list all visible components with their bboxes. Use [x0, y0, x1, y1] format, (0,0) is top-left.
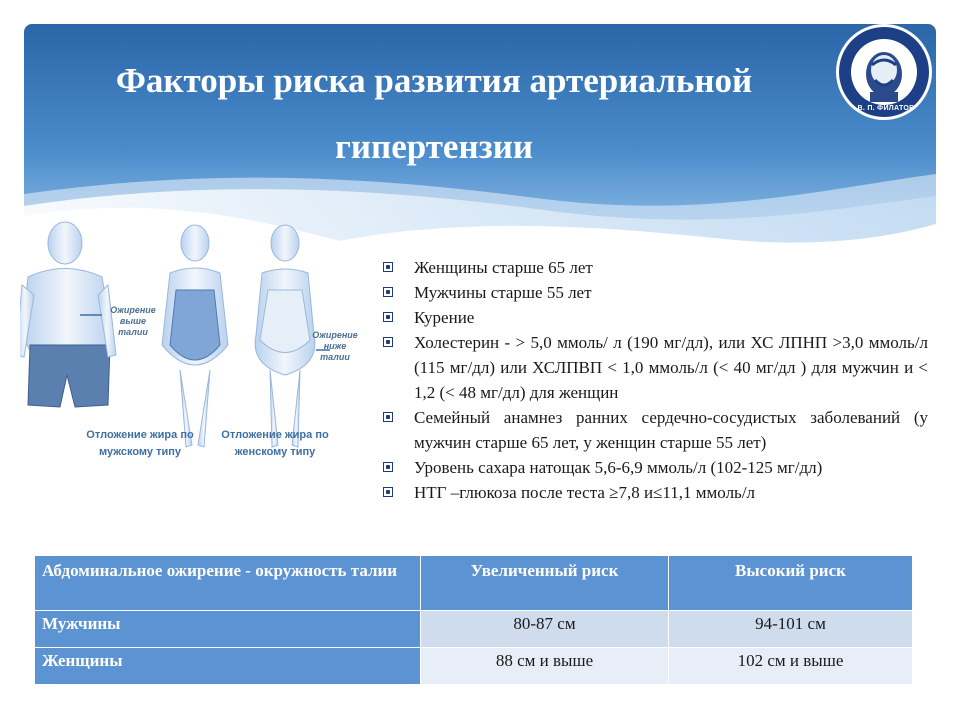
caption-female: Отложение жира по женскому типу	[221, 429, 329, 458]
header-criterion: Абдоминальное ожирение - окружность талии	[35, 556, 421, 611]
body-type-illustration	[20, 215, 360, 485]
bullet-icon	[383, 287, 393, 297]
caption-male: Отложение жира по мужскому типу	[86, 429, 194, 458]
logo-caption: В. П. ФИЛАТОВ	[857, 105, 915, 112]
bullet-icon	[383, 312, 393, 322]
waist-risk-table	[34, 555, 913, 685]
header-increased-risk: Увеличенный риск	[421, 556, 669, 611]
cell-high: 102 см и выше	[669, 648, 913, 685]
note-female: Ожирение ниже талии	[312, 330, 358, 362]
list-item: Курение	[383, 305, 928, 330]
table-row	[35, 611, 913, 648]
risk-factors-list	[383, 255, 928, 505]
note-male: Ожирение выше талии	[110, 305, 156, 337]
table-row	[35, 648, 913, 685]
cell-increased: 88 см и выше	[421, 648, 669, 685]
list-item: Холестерин - > 5,0 ммоль/ л (190 мг/дл), или ХС ЛПНП >3,0 ммоль/л (115 мг/дл) или ХСЛПВП < 1,0 ммоль/л (< 40 мг/дл ) для мужчин и < 1,2 (< 48 мг/дл) для женщин	[383, 330, 928, 405]
male-figure	[20, 222, 116, 407]
list-item: НТГ –глюкоза после теста ≥7,8 и≤11,1 ммоль/л	[383, 480, 928, 505]
cell-high: 94-101 см	[669, 611, 913, 648]
page-title: Факторы риска развития артериальной гипертензии	[115, 61, 753, 166]
portrait-icon	[866, 52, 902, 102]
bullet-icon	[383, 487, 393, 497]
row-label: Женщины	[35, 648, 421, 685]
table-header-row	[35, 556, 913, 611]
list-item: Мужчины старше 55 лет	[383, 280, 928, 305]
list-item: Уровень сахара натощак 5,6-6,9 ммоль/л (102-125 мг/дл)	[383, 455, 928, 480]
cell-increased: 80-87 см	[421, 611, 669, 648]
female-figure-upper	[162, 225, 228, 447]
header-high-risk: Высокий риск	[669, 556, 913, 611]
bullet-icon	[383, 337, 393, 347]
list-item: Женщины старше 65 лет	[383, 255, 928, 280]
row-label: Мужчины	[35, 611, 421, 648]
bullet-icon	[383, 412, 393, 422]
bullet-icon	[383, 262, 393, 272]
list-item: Семейный анамнез ранних сердечно-сосудистых заболеваний (у мужчин старше 65 лет, у женщин старше 55 лет)	[383, 405, 928, 455]
bullet-icon	[383, 462, 393, 472]
